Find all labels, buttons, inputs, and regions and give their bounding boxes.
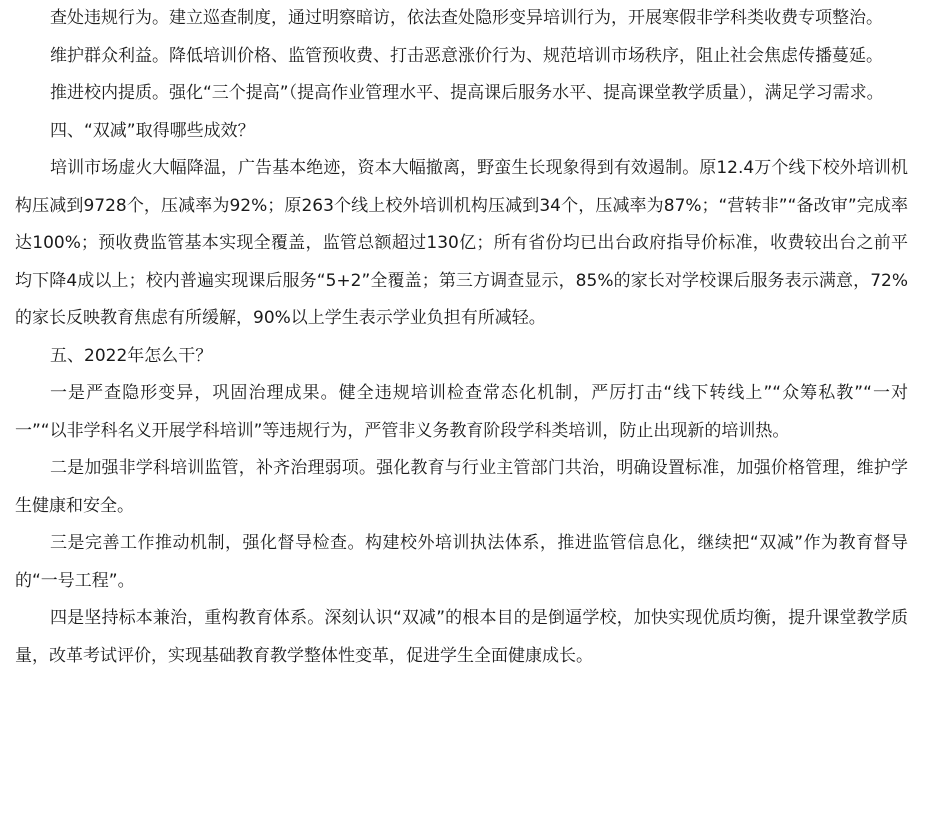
paragraph-point-three: 三是完善工作推动机制，强化督导检查。构建校外培训执法体系，推进监管信息化，继续把“双减”作为教育督导的“一号工程”。 <box>15 533 908 591</box>
section-heading-results: 四、“双减”取得哪些成效？ <box>50 120 255 141</box>
paragraph-point-one: 一是严查隐形变异，巩固治理成果。健全违规培训检查常态化机制，严厉打击“线下转线上”“众筹私教”“一对一”“以非学科名义开展学科培训”等违规行为，严管非义务教育阶段学科类培训，防止出现新的培训热。 <box>15 383 908 441</box>
section-heading-2022: 五、2022年怎么干？ <box>50 345 213 366</box>
paragraph-school-quality: 推进校内提质。强化“三个提高”（提高作业管理水平、提高课后服务水平、提高课堂教学质量），满足学习需求。 <box>50 83 884 103</box>
paragraph-point-four: 四是坚持标本兼治，重构教育体系。深刻认识“双减”的根本目的是倒逼学校，加快实现优质均衡，提升课堂教学质量，改革考试评价，实现基础教育教学整体性变革，促进学生全面健康成长。 <box>15 608 908 666</box>
paragraph-public-interest: 维护群众利益。降低培训价格、监管预收费、打击恶意涨价行为、规范培训市场秩序，阻止社会焦虑传播蔓延。 <box>50 45 883 66</box>
paragraph-point-two: 二是加强非学科培训监管，补齐治理弱项。强化教育与行业主管部门共治，明确设置标准，加强价格管理，维护学生健康和安全。 <box>15 458 908 516</box>
paragraph-results: 培训市场虚火大幅降温，广告基本绝迹，资本大幅撤离，野蛮生长现象得到有效遏制。原12.4万个线下校外培训机构压减到9728个，压减率为92%；原263个线上校外培训机构压减到34个，压减率为87%；“营转非”“备改审”完成率达100%；预收费监管基本实现全覆盖，监管总额超过130亿；所有省份均已出台政府指导价标准，收费较出台之前平均下降4成以上；校内普遍实现课后服务“5+2”全覆盖；第三方调查显示，85%的家长对学校课后服务表示满意，72%的家长反映教育焦虑有所缓解，90%以上学生表示学业负担有所减轻。 <box>15 158 908 328</box>
paragraph-inspection: 查处违规行为。建立巡查制度，通过明察暗访，依法查处隐形变异培训行为，开展寒假非学科类收费专项整治。 <box>50 8 883 28</box>
